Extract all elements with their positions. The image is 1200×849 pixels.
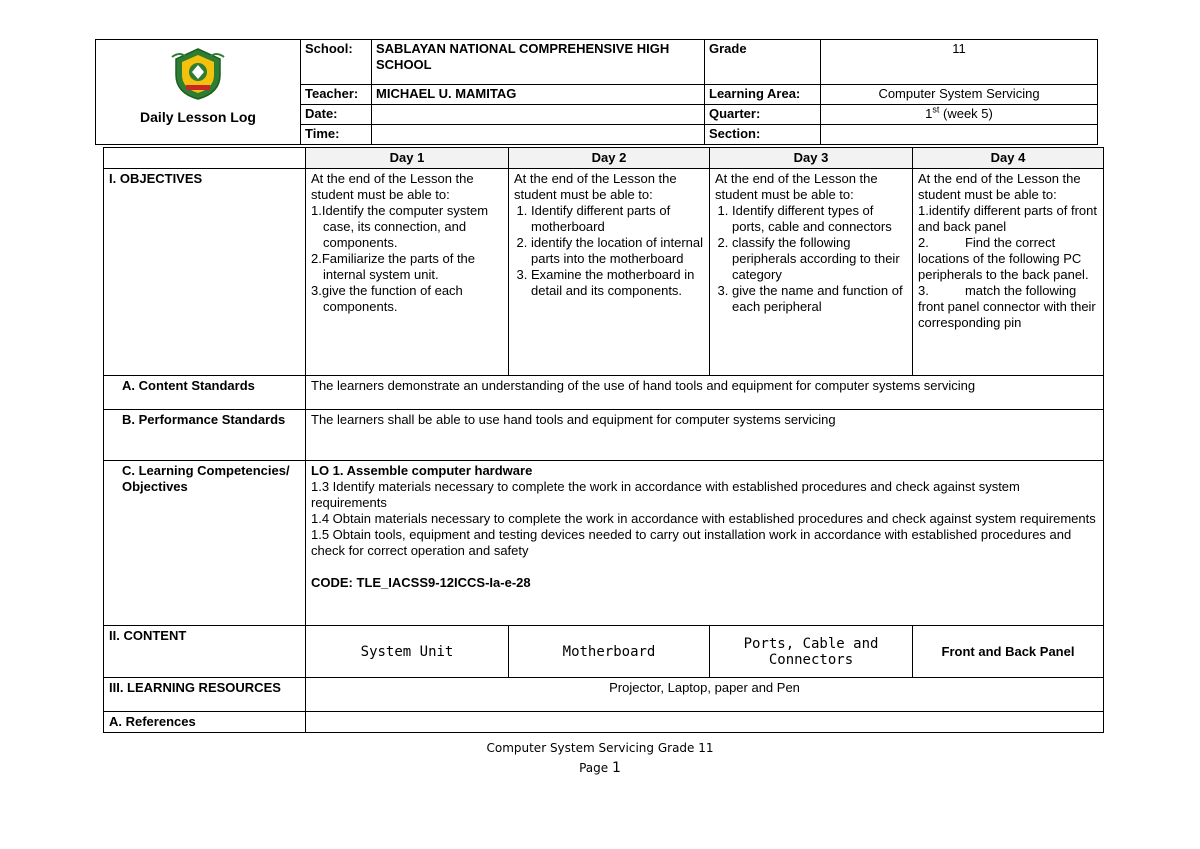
school-value: SABLAYAN NATIONAL COMPREHENSIVE HIGH SCHOOL xyxy=(372,40,705,85)
objectives-day4 xyxy=(913,169,1104,376)
content-standards-label: A. Content Standards xyxy=(104,376,306,410)
content-standards-text: The learners demonstrate an understanding of the use of hand tools and equipment for computer systems servicing xyxy=(306,376,1104,410)
day-header-4: Day 4 xyxy=(913,148,1104,169)
quarter-week: (week 5) xyxy=(939,106,993,121)
learning-resources-label: III. LEARNING RESOURCES xyxy=(104,678,306,712)
objectives-day3-item: 3. give the name and function of each peripheral xyxy=(732,283,907,315)
performance-standards-text: The learners shall be able to use hand tools and equipment for computer systems servicing xyxy=(306,410,1104,461)
logo-cell xyxy=(96,40,301,145)
learning-area-value: Computer System Servicing xyxy=(821,85,1098,105)
competencies-label: C. Learning Competencies/ Objectives xyxy=(104,461,306,626)
objectives-day1-item: 2.Familiarize the parts of the internal system unit. xyxy=(311,251,476,282)
content-day3: Ports, Cable and Connectors xyxy=(710,626,913,678)
objectives-day4-item: 2. Find the correct locations of the following PC peripherals to the back panel. xyxy=(918,235,1089,282)
objectives-day4-intro: At the end of the Lesson the student must be able to: xyxy=(918,171,1081,202)
learning-area-label: Learning Area: xyxy=(705,85,821,105)
references-label: A. References xyxy=(104,712,306,733)
competency-item: 1.3 Identify materials necessary to complete the work in accordance with established procedures and check against system requirements xyxy=(311,479,1020,510)
objectives-day2-intro: At the end of the Lesson the student must be able to: xyxy=(514,171,677,202)
grade-value: 11 xyxy=(821,40,1098,85)
teacher-value: MICHAEL U. MAMITAG xyxy=(372,85,705,105)
time-label: Time: xyxy=(301,125,372,145)
quarter-suffix: st xyxy=(932,104,940,115)
learning-resources-text: Projector, Laptop, paper and Pen xyxy=(306,678,1104,712)
footer-page-label: Page xyxy=(579,761,609,775)
competencies-code: CODE: TLE_IACSS9-12ICCS-Ia-e-28 xyxy=(311,575,531,590)
date-label: Date: xyxy=(301,105,372,125)
day-header-3: Day 3 xyxy=(710,148,913,169)
time-value xyxy=(372,125,705,145)
footer-page xyxy=(0,760,1200,776)
objectives-day4-item: 3. match the following front panel connector with their corresponding pin xyxy=(918,283,1100,330)
objectives-day1 xyxy=(306,169,509,376)
quarter-value xyxy=(821,105,1098,125)
competency-item: 1.5 Obtain tools, equipment and testing devices needed to carry out installation work in accordance with established procedures and check for correct operation and safety xyxy=(311,527,1072,558)
objectives-day3-item: 2. classify the following peripherals according to their category xyxy=(732,235,907,283)
footer-title: Computer System Servicing Grade 11 xyxy=(486,741,714,755)
references-text xyxy=(306,712,1104,733)
section-value xyxy=(821,125,1098,145)
teacher-label: Teacher: xyxy=(301,85,372,105)
day-header-blank xyxy=(104,148,306,169)
quarter-number: 1 xyxy=(925,106,933,121)
day-header-2: Day 2 xyxy=(509,148,710,169)
objectives-day1-item: 1.Identify the computer system case, its connection, and components. xyxy=(311,203,489,250)
lesson-table xyxy=(103,147,1104,733)
document-title: Daily Lesson Log xyxy=(140,109,256,125)
objectives-day2-item: 1. Identify different parts of motherboard xyxy=(531,203,704,235)
objectives-day3-intro: At the end of the Lesson the student must be able to: xyxy=(715,171,878,202)
performance-standards-label: B. Performance Standards xyxy=(104,410,306,461)
competency-item: 1.4 Obtain materials necessary to complete the work in accordance with established procedures and check against system requirements xyxy=(311,511,1096,526)
content-day2: Motherboard xyxy=(509,626,710,678)
objectives-day3-item: 1. Identify different types of ports, cable and connectors xyxy=(732,203,907,235)
objectives-day3-list xyxy=(715,203,907,315)
objectives-day1-intro: At the end of the Lesson the student must be able to: xyxy=(311,171,474,202)
objectives-label: I. OBJECTIVES xyxy=(104,169,306,376)
quarter-label: Quarter: xyxy=(705,105,821,125)
content-label: II. CONTENT xyxy=(104,626,306,678)
date-value xyxy=(372,105,705,125)
content-day4: Front and Back Panel xyxy=(913,626,1104,678)
objectives-day1-item: 3.give the function of each components. xyxy=(311,283,463,314)
section-label: Section: xyxy=(705,125,821,145)
objectives-day3 xyxy=(710,169,913,376)
objectives-day2-item: 3. Examine the motherboard in detail and its components. xyxy=(531,267,704,299)
competencies-cell xyxy=(306,461,1104,626)
objectives-day4-item: 1.identify different parts of front and back panel xyxy=(918,203,1097,234)
content-day1: System Unit xyxy=(306,626,509,678)
day-header-1: Day 1 xyxy=(306,148,509,169)
grade-label: Grade xyxy=(705,40,821,85)
school-label: School: xyxy=(301,40,372,85)
objectives-day2 xyxy=(509,169,710,376)
header-table xyxy=(95,39,1098,145)
footer-page-number: 1 xyxy=(611,760,621,776)
school-seal-icon xyxy=(170,45,226,101)
objectives-day2-list xyxy=(514,203,704,299)
objectives-day2-item: 2. identify the location of internal parts into the motherboard xyxy=(531,235,704,267)
competencies-lo: LO 1. Assemble computer hardware xyxy=(311,463,533,478)
